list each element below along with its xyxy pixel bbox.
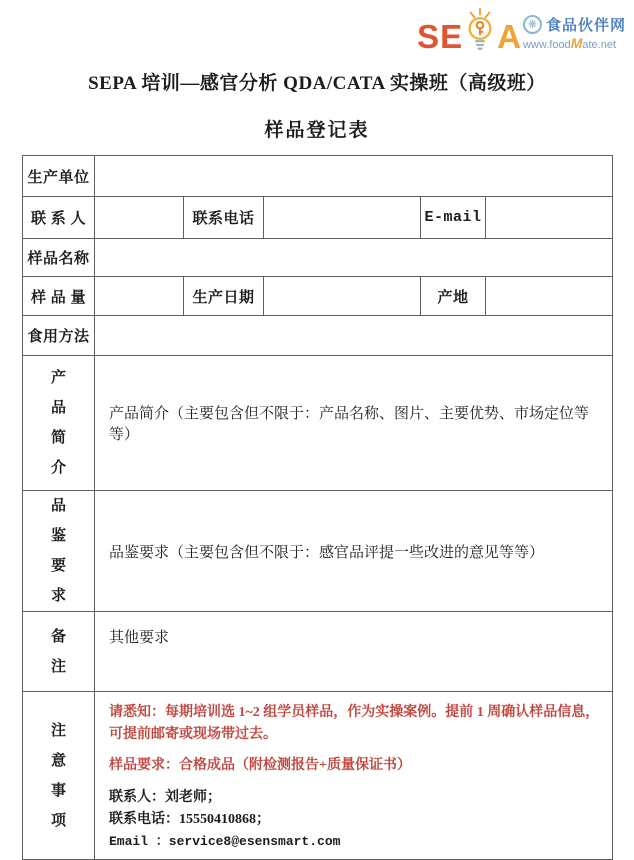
usage-label: 食用方法: [23, 316, 95, 356]
table-row-tasting: [23, 491, 613, 612]
table-row-sample-qty: [23, 277, 613, 316]
document-title: SEPA 培训—感官分析 QDA/CATA 实操班（高级班）: [88, 73, 546, 94]
notes-content-cell: [95, 692, 613, 860]
phone-label: 联系电话: [184, 197, 264, 239]
notes-contact-block: [109, 787, 600, 853]
origin-label: 产地: [421, 277, 486, 316]
tasting-label: 品鉴要求: [50, 498, 66, 604]
sample-name-value-cell: [95, 239, 613, 277]
table-row-usage: [23, 316, 613, 356]
contact-label: 联 系 人: [23, 197, 95, 239]
sepa-wordmark-suffix: A: [497, 18, 521, 55]
producer-value-cell: [95, 156, 613, 197]
phone-value-cell: [264, 197, 421, 239]
producer-label: 生产单位: [23, 156, 95, 197]
site-url-suffix: ate.net: [582, 39, 616, 51]
notes-warning-1: 请悉知：每期培训选 1~2 组学员样品，作为实操案例。提前 1 周确认样品信息，可提前邮寄或现场带过去。: [109, 705, 600, 742]
table-row-contact: [23, 197, 613, 239]
document-subtitle: 样品登记表: [264, 120, 370, 141]
tasting-label-cell: [23, 491, 95, 612]
sepa-wordmark-prefix: SE: [417, 18, 464, 55]
lightbulb-icon: [464, 6, 496, 56]
flower-stamp-icon: ❋: [523, 15, 542, 34]
notes-contact-email: Email ：service8@esensmart.com: [109, 834, 341, 849]
sample-registration-table: [22, 155, 613, 860]
table-row-producer: [23, 156, 613, 197]
foodmate-brand-block: [523, 14, 626, 53]
notes-contact-person: 联系人：刘老师；: [109, 790, 221, 805]
notes-contact-phone: 联系电话：15550410868；: [109, 812, 270, 827]
contact-value-cell: [95, 197, 184, 239]
foodmate-sepa-logo: [417, 6, 626, 53]
product-intro-hint: 产品简介（主要包含但不限于：产品名称、图片、主要优势、市场定位等等）: [95, 356, 613, 491]
product-intro-label: 产品简介: [50, 370, 66, 476]
product-intro-label-cell: [23, 356, 95, 491]
sample-name-label: 样品名称: [23, 239, 95, 277]
tasting-hint: 品鉴要求（主要包含但不限于：感官品评提一些改进的意见等等）: [95, 491, 613, 612]
sample-qty-label: 样 品 量: [23, 277, 95, 316]
sample-qty-value-cell: [95, 277, 184, 316]
production-date-label: 生产日期: [184, 277, 264, 316]
notes-label-cell: [23, 692, 95, 860]
email-label: E-mail: [421, 197, 486, 239]
remarks-label-cell: [23, 612, 95, 692]
site-name: 食品伙伴网: [545, 17, 626, 34]
usage-value-cell: [95, 316, 613, 356]
table-row-notes: [23, 692, 613, 860]
notes-warning-2: 样品要求：合格成品（附检测报告+质量保证书）: [109, 758, 411, 773]
origin-value-cell: [486, 277, 613, 316]
table-row-remarks: [23, 612, 613, 692]
table-row-sample-name: [23, 239, 613, 277]
remarks-hint: 其他要求: [95, 612, 613, 692]
site-url: [523, 36, 626, 51]
table-row-product-intro: [23, 356, 613, 491]
remarks-label: 备注: [50, 628, 66, 675]
site-url-prefix: www.food: [522, 39, 571, 51]
notes-label: 注意事项: [50, 722, 66, 829]
site-url-m: M: [570, 35, 583, 51]
production-date-value-cell: [264, 277, 421, 316]
email-value-cell: [486, 197, 613, 239]
